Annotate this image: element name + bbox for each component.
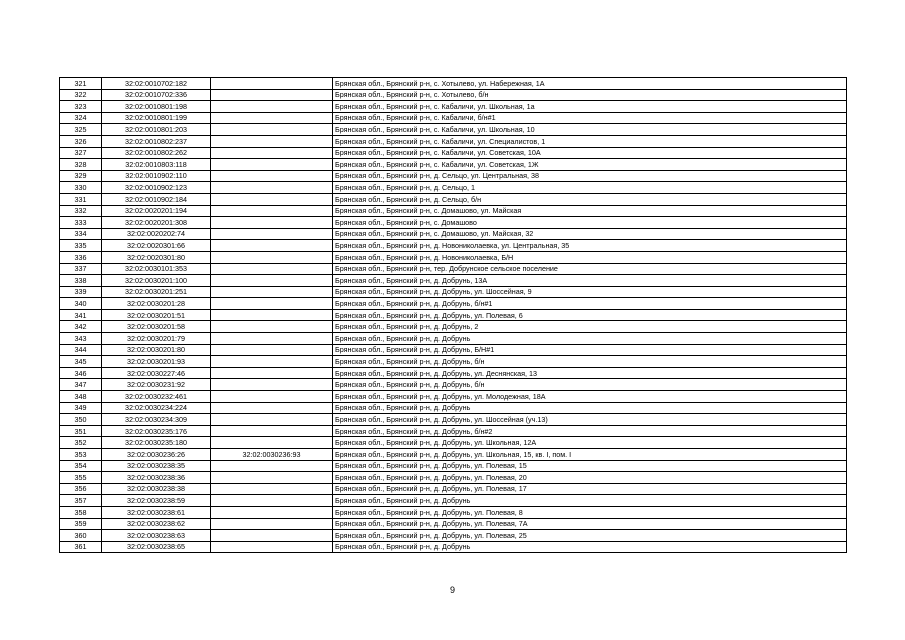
address-cell: Брянская обл., Брянский р-н, с. Домашово [333, 217, 847, 229]
address-cell: Брянская обл., Брянский р-н, д. Сельцо, 1 [333, 182, 847, 194]
table-row [60, 78, 847, 90]
related-cadastral-number-cell [211, 101, 333, 113]
cadastral-number-cell: 32:02:0010801:198 [102, 101, 211, 113]
row-number-cell: 350 [60, 414, 102, 426]
cadastral-number-cell: 32:02:0030201:100 [102, 275, 211, 287]
table-row [60, 263, 847, 275]
cadastral-number-cell: 32:02:0030235:180 [102, 437, 211, 449]
table-row [60, 425, 847, 437]
address-cell: Брянская обл., Брянский р-н, д. Добрунь, б/н#2 [333, 425, 847, 437]
related-cadastral-number-cell [211, 112, 333, 124]
cadastral-number-cell: 32:02:0030238:61 [102, 506, 211, 518]
address-cell: Брянская обл., Брянский р-н, д. Добрунь [333, 333, 847, 345]
address-cell: Брянская обл., Брянский р-н, с. Домашово, ул. Майская, 32 [333, 228, 847, 240]
address-cell: Брянская обл., Брянский р-н, с. Домашово, ул. Майская [333, 205, 847, 217]
cadastral-number-cell: 32:02:0030238:65 [102, 541, 211, 553]
address-cell: Брянская обл., Брянский р-н, д. Добрунь, ул. Полевая, 17 [333, 483, 847, 495]
cadastral-number-cell: 32:02:0010902:184 [102, 193, 211, 205]
row-number-cell: 352 [60, 437, 102, 449]
cadastral-number-cell: 32:02:0020202:74 [102, 228, 211, 240]
table-row [60, 449, 847, 461]
row-number-cell: 321 [60, 78, 102, 90]
row-number-cell: 351 [60, 425, 102, 437]
row-number-cell: 331 [60, 193, 102, 205]
cadastral-number-cell: 32:02:0020201:308 [102, 217, 211, 229]
table-row [60, 159, 847, 171]
related-cadastral-number-cell [211, 472, 333, 484]
related-cadastral-number-cell [211, 298, 333, 310]
related-cadastral-number-cell [211, 437, 333, 449]
cadastral-number-cell: 32:02:0030232:461 [102, 391, 211, 403]
cadastral-number-cell: 32:02:0030231:92 [102, 379, 211, 391]
row-number-cell: 343 [60, 333, 102, 345]
property-registry-table [59, 77, 847, 553]
address-cell: Брянская обл., Брянский р-н, д. Новониколаевка, ул. Центральная, 35 [333, 240, 847, 252]
table-row [60, 379, 847, 391]
related-cadastral-number-cell [211, 240, 333, 252]
related-cadastral-number-cell [211, 135, 333, 147]
cadastral-number-cell: 32:02:0030238:35 [102, 460, 211, 472]
address-cell: Брянская обл., Брянский р-н, д. Добрунь, ул. Полевая, 15 [333, 460, 847, 472]
table-row [60, 495, 847, 507]
table-row [60, 460, 847, 472]
cadastral-number-cell: 32:02:0030238:59 [102, 495, 211, 507]
related-cadastral-number-cell [211, 518, 333, 530]
related-cadastral-number-cell [211, 367, 333, 379]
table-row [60, 89, 847, 101]
table-row [60, 193, 847, 205]
cadastral-number-cell: 32:02:0030235:176 [102, 425, 211, 437]
table-row [60, 112, 847, 124]
address-cell: Брянская обл., Брянский р-н, д. Добрунь, Б/Н#1 [333, 344, 847, 356]
address-cell: Брянская обл., Брянский р-н, с. Хотылево, б/н [333, 89, 847, 101]
table-row [60, 541, 847, 553]
table-row [60, 530, 847, 542]
row-number-cell: 342 [60, 321, 102, 333]
row-number-cell: 347 [60, 379, 102, 391]
address-cell: Брянская обл., Брянский р-н, тер. Добрунское сельское поселение [333, 263, 847, 275]
row-number-cell: 334 [60, 228, 102, 240]
cadastral-number-cell: 32:02:0010702:336 [102, 89, 211, 101]
row-number-cell: 339 [60, 286, 102, 298]
row-number-cell: 359 [60, 518, 102, 530]
address-cell: Брянская обл., Брянский р-н, д. Добрунь, б/н#1 [333, 298, 847, 310]
table-row [60, 391, 847, 403]
table-row [60, 170, 847, 182]
address-cell: Брянская обл., Брянский р-н, д. Добрунь, б/н [333, 356, 847, 368]
cadastral-number-cell: 32:02:0010801:203 [102, 124, 211, 136]
cadastral-number-cell: 32:02:0030201:51 [102, 309, 211, 321]
address-cell: Брянская обл., Брянский р-н, д. Добрунь, ул. Полевая, 6 [333, 309, 847, 321]
table-row [60, 367, 847, 379]
table-row [60, 286, 847, 298]
related-cadastral-number-cell [211, 530, 333, 542]
related-cadastral-number-cell: 32:02:0030236:93 [211, 449, 333, 461]
related-cadastral-number-cell [211, 425, 333, 437]
row-number-cell: 360 [60, 530, 102, 542]
address-cell: Брянская обл., Брянский р-н, д. Добрунь, ул. Полевая, 8 [333, 506, 847, 518]
related-cadastral-number-cell [211, 356, 333, 368]
row-number-cell: 335 [60, 240, 102, 252]
address-cell: Брянская обл., Брянский р-н, с. Кабаличи, ул. Советская, 1Ж [333, 159, 847, 171]
related-cadastral-number-cell [211, 205, 333, 217]
table-row [60, 506, 847, 518]
address-cell: Брянская обл., Брянский р-н, д. Добрунь [333, 541, 847, 553]
cadastral-number-cell: 32:02:0030234:309 [102, 414, 211, 426]
row-number-cell: 333 [60, 217, 102, 229]
address-cell: Брянская обл., Брянский р-н, д. Добрунь, ул. Шоссейная, 9 [333, 286, 847, 298]
row-number-cell: 340 [60, 298, 102, 310]
cadastral-number-cell: 32:02:0030101:353 [102, 263, 211, 275]
cadastral-number-cell: 32:02:0030238:38 [102, 483, 211, 495]
address-cell: Брянская обл., Брянский р-н, с. Кабаличи, б/н#1 [333, 112, 847, 124]
row-number-cell: 332 [60, 205, 102, 217]
address-cell: Брянская обл., Брянский р-н, д. Сельцо, б/н [333, 193, 847, 205]
address-cell: Брянская обл., Брянский р-н, д. Добрунь, ул. Полевая, 7А [333, 518, 847, 530]
row-number-cell: 322 [60, 89, 102, 101]
registry-table-body [60, 78, 847, 553]
cadastral-number-cell: 32:02:0020201:194 [102, 205, 211, 217]
address-cell: Брянская обл., Брянский р-н, с. Кабаличи, ул. Советская, 10А [333, 147, 847, 159]
cadastral-number-cell: 32:02:0030227:46 [102, 367, 211, 379]
cadastral-number-cell: 32:02:0030238:36 [102, 472, 211, 484]
related-cadastral-number-cell [211, 414, 333, 426]
related-cadastral-number-cell [211, 286, 333, 298]
row-number-cell: 327 [60, 147, 102, 159]
cadastral-number-cell: 32:02:0030201:58 [102, 321, 211, 333]
row-number-cell: 354 [60, 460, 102, 472]
cadastral-number-cell: 32:02:0010902:110 [102, 170, 211, 182]
row-number-cell: 346 [60, 367, 102, 379]
row-number-cell: 361 [60, 541, 102, 553]
table-row [60, 333, 847, 345]
address-cell: Брянская обл., Брянский р-н, с. Хотылево, ул. Набережная, 1А [333, 78, 847, 90]
related-cadastral-number-cell [211, 402, 333, 414]
table-row [60, 275, 847, 287]
row-number-cell: 356 [60, 483, 102, 495]
address-cell: Брянская обл., Брянский р-н, с. Кабаличи, ул. Школьная, 10 [333, 124, 847, 136]
address-cell: Брянская обл., Брянский р-н, д. Добрунь, ул. Полевая, 20 [333, 472, 847, 484]
row-number-cell: 341 [60, 309, 102, 321]
related-cadastral-number-cell [211, 333, 333, 345]
address-cell: Брянская обл., Брянский р-н, д. Добрунь [333, 402, 847, 414]
address-cell: Брянская обл., Брянский р-н, д. Сельцо, ул. Центральная, 38 [333, 170, 847, 182]
table-row [60, 147, 847, 159]
table-row [60, 472, 847, 484]
row-number-cell: 337 [60, 263, 102, 275]
row-number-cell: 358 [60, 506, 102, 518]
table-row [60, 483, 847, 495]
table-row [60, 217, 847, 229]
cadastral-number-cell: 32:02:0030238:62 [102, 518, 211, 530]
address-cell: Брянская обл., Брянский р-н, д. Добрунь, 2 [333, 321, 847, 333]
row-number-cell: 338 [60, 275, 102, 287]
related-cadastral-number-cell [211, 483, 333, 495]
cadastral-number-cell: 32:02:0010802:262 [102, 147, 211, 159]
related-cadastral-number-cell [211, 193, 333, 205]
row-number-cell: 357 [60, 495, 102, 507]
row-number-cell: 325 [60, 124, 102, 136]
table-row [60, 321, 847, 333]
related-cadastral-number-cell [211, 391, 333, 403]
page-number: 9 [449, 585, 455, 595]
table-row [60, 135, 847, 147]
cadastral-number-cell: 32:02:0010803:118 [102, 159, 211, 171]
table-row [60, 437, 847, 449]
row-number-cell: 355 [60, 472, 102, 484]
address-cell: Брянская обл., Брянский р-н, д. Добрунь, ул. Школьная, 12А [333, 437, 847, 449]
related-cadastral-number-cell [211, 344, 333, 356]
related-cadastral-number-cell [211, 460, 333, 472]
related-cadastral-number-cell [211, 182, 333, 194]
address-cell: Брянская обл., Брянский р-н, д. Добрунь, ул. Полевая, 25 [333, 530, 847, 542]
table-row [60, 240, 847, 252]
row-number-cell: 323 [60, 101, 102, 113]
related-cadastral-number-cell [211, 321, 333, 333]
address-cell: Брянская обл., Брянский р-н, с. Кабаличи, ул. Специалистов, 1 [333, 135, 847, 147]
table-row [60, 518, 847, 530]
address-cell: Брянская обл., Брянский р-н, д. Новониколаевка, Б/Н [333, 251, 847, 263]
table-row [60, 205, 847, 217]
related-cadastral-number-cell [211, 541, 333, 553]
row-number-cell: 326 [60, 135, 102, 147]
table-row [60, 101, 847, 113]
address-cell: Брянская обл., Брянский р-н, д. Добрунь, б/н [333, 379, 847, 391]
related-cadastral-number-cell [211, 89, 333, 101]
related-cadastral-number-cell [211, 159, 333, 171]
related-cadastral-number-cell [211, 78, 333, 90]
related-cadastral-number-cell [211, 147, 333, 159]
cadastral-number-cell: 32:02:0030201:251 [102, 286, 211, 298]
row-number-cell: 328 [60, 159, 102, 171]
address-cell: Брянская обл., Брянский р-н, д. Добрунь, ул. Деснянская, 13 [333, 367, 847, 379]
address-cell: Брянская обл., Брянский р-н, д. Добрунь, ул. Молодежная, 18А [333, 391, 847, 403]
cadastral-number-cell: 32:02:0030238:63 [102, 530, 211, 542]
cadastral-number-cell: 32:02:0010801:199 [102, 112, 211, 124]
cadastral-number-cell: 32:02:0030234:224 [102, 402, 211, 414]
row-number-cell: 344 [60, 344, 102, 356]
row-number-cell: 353 [60, 449, 102, 461]
table-row [60, 309, 847, 321]
address-cell: Брянская обл., Брянский р-н, д. Добрунь, 13А [333, 275, 847, 287]
address-cell: Брянская обл., Брянский р-н, с. Кабаличи, ул. Школьная, 1а [333, 101, 847, 113]
cadastral-number-cell: 32:02:0010802:237 [102, 135, 211, 147]
table-row [60, 356, 847, 368]
cadastral-number-cell: 32:02:0010702:182 [102, 78, 211, 90]
cadastral-number-cell: 32:02:0030201:93 [102, 356, 211, 368]
related-cadastral-number-cell [211, 228, 333, 240]
cadastral-number-cell: 32:02:0020301:66 [102, 240, 211, 252]
related-cadastral-number-cell [211, 275, 333, 287]
cadastral-number-cell: 32:02:0020301:80 [102, 251, 211, 263]
table-row [60, 414, 847, 426]
related-cadastral-number-cell [211, 217, 333, 229]
cadastral-number-cell: 32:02:0030201:80 [102, 344, 211, 356]
row-number-cell: 349 [60, 402, 102, 414]
table-row [60, 344, 847, 356]
row-number-cell: 336 [60, 251, 102, 263]
row-number-cell: 329 [60, 170, 102, 182]
related-cadastral-number-cell [211, 309, 333, 321]
cadastral-number-cell: 32:02:0030236:26 [102, 449, 211, 461]
address-cell: Брянская обл., Брянский р-н, д. Добрунь, ул. Шоссейная (уч.13) [333, 414, 847, 426]
related-cadastral-number-cell [211, 263, 333, 275]
table-row [60, 182, 847, 194]
row-number-cell: 324 [60, 112, 102, 124]
table-row [60, 228, 847, 240]
table-row [60, 402, 847, 414]
row-number-cell: 345 [60, 356, 102, 368]
table-row [60, 298, 847, 310]
row-number-cell: 330 [60, 182, 102, 194]
related-cadastral-number-cell [211, 506, 333, 518]
related-cadastral-number-cell [211, 495, 333, 507]
cadastral-number-cell: 32:02:0010902:123 [102, 182, 211, 194]
address-cell: Брянская обл., Брянский р-н, д. Добрунь, ул. Школьная, 15, кв. I, пом. I [333, 449, 847, 461]
related-cadastral-number-cell [211, 124, 333, 136]
table-row [60, 124, 847, 136]
cadastral-number-cell: 32:02:0030201:28 [102, 298, 211, 310]
related-cadastral-number-cell [211, 379, 333, 391]
table-row [60, 251, 847, 263]
related-cadastral-number-cell [211, 170, 333, 182]
address-cell: Брянская обл., Брянский р-н, д. Добрунь [333, 495, 847, 507]
related-cadastral-number-cell [211, 251, 333, 263]
cadastral-number-cell: 32:02:0030201:79 [102, 333, 211, 345]
row-number-cell: 348 [60, 391, 102, 403]
